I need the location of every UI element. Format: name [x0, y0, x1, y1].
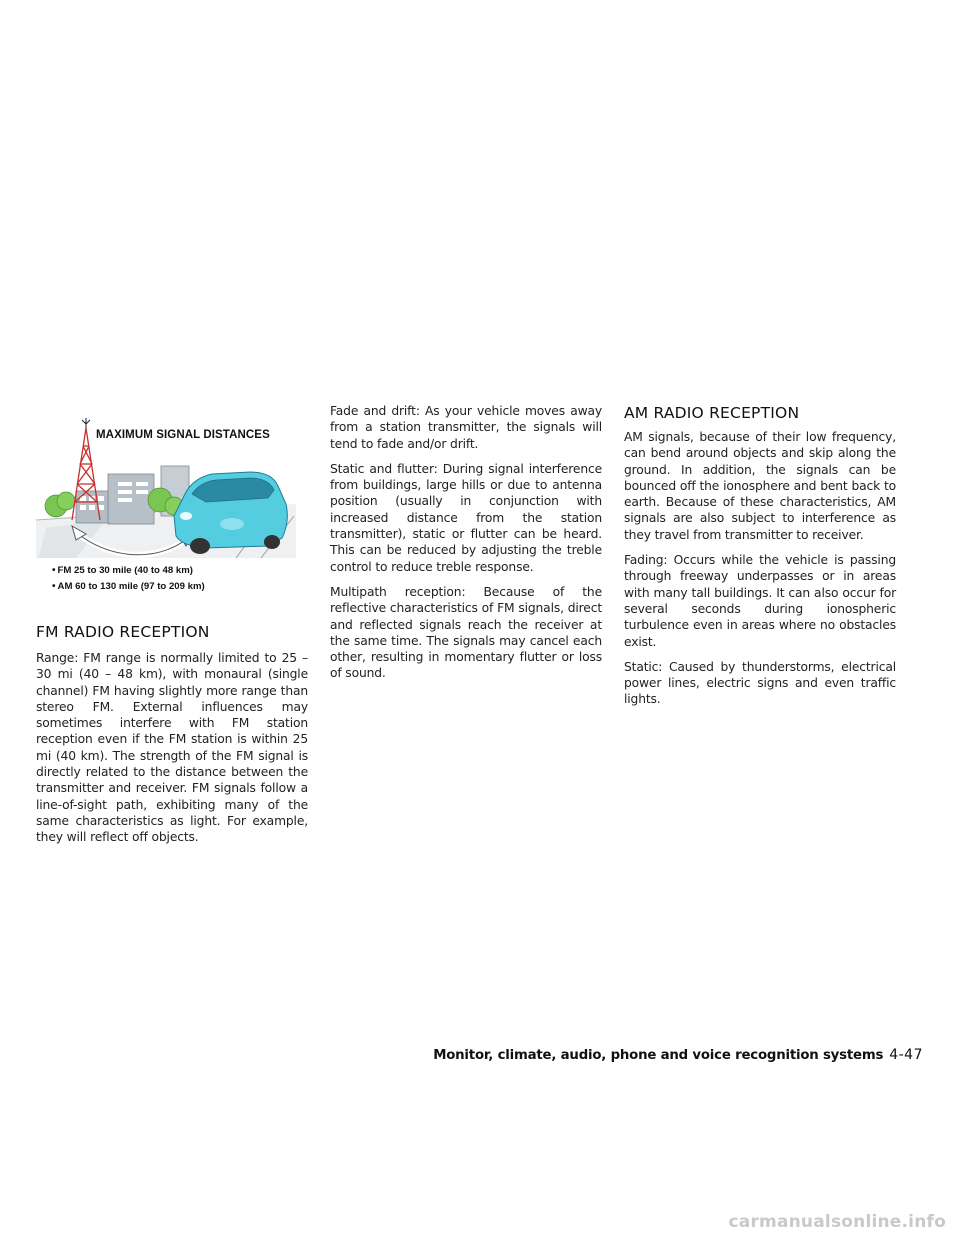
am-heading: AM RADIO RECEPTION [624, 404, 800, 422]
legend-fm [52, 565, 193, 576]
legend-am-text: AM 60 to 130 mile (97 to 209 km) [57, 581, 205, 592]
legend-bullet: • [52, 581, 56, 592]
illustration-title: MAXIMUM SIGNAL DISTANCES [96, 429, 270, 441]
am-section [624, 403, 896, 717]
static-flutter-paragraph: Static and flutter: During signal interference from buildings, large hills or due to antenna position (usually in conjunction with increased distance from the station transmitter), static or flutter can be heard. This can be reduced by adjusting the treble control to reduce treble response. [330, 461, 602, 574]
am-signals-paragraph: AM signals, because of their low frequency, can bend around objects and skip along the ground. In addition, the signals can be bounced off the ionosphere and bent back to earth. Because of these characteristics, AM signals are also subject to interference as they travel from transmitter to receiver. [624, 430, 896, 542]
multipath-paragraph: Multipath reception: Because of the reflective characteristics of FM signals, direct and reflected signals reach the receiver at the same time. The signals may cancel each other, resulting in momentary flutter or loss of sound. [330, 584, 602, 681]
middle-column [330, 403, 602, 691]
signal-distance-illustration [36, 408, 296, 600]
static-paragraph: Static: Caused by thunderstorms, electrical power lines, electric signs and even traffic lights. [624, 659, 896, 707]
fm-range-paragraph: Range: FM range is normally limited to 25 – 30 mi (40 – 48 km), with monaural (single channel) FM having slightly more range than stereo FM. External influences may sometimes interfere with FM station reception even if the FM station is within 25 mi (40 km). The strength of the FM signal is directly related to the distance between the transmitter and receiver. FM signals follow a line-of-sight path, exhibiting many of the same characteristics as light. For example, they will reflect off objects. [36, 651, 308, 845]
fm-heading: FM RADIO RECEPTION [36, 623, 210, 641]
fading-paragraph: Fading: Occurs while the vehicle is passing through freeway underpasses or in areas with many tall buildings. It can also occur for several seconds during ionospheric turbulence even in areas where no obstacles exist. [624, 553, 896, 649]
watermark: carmanualsonline.info [728, 1212, 946, 1232]
footer-section-title: Monitor, climate, audio, phone and voice recognition systems [433, 1048, 884, 1063]
car-graphic [174, 472, 287, 554]
legend-am [52, 581, 205, 592]
legend-bullet: • [52, 565, 56, 576]
page-number: 4-47 [889, 1047, 923, 1063]
legend-fm-text: FM 25 to 30 mile (40 to 48 km) [57, 565, 193, 576]
fm-section [36, 622, 308, 855]
page-footer [433, 1044, 923, 1063]
fade-drift-paragraph: Fade and drift: As your vehicle moves away from a station transmitter, the signals will tend to fade and/or drift. [330, 404, 602, 451]
